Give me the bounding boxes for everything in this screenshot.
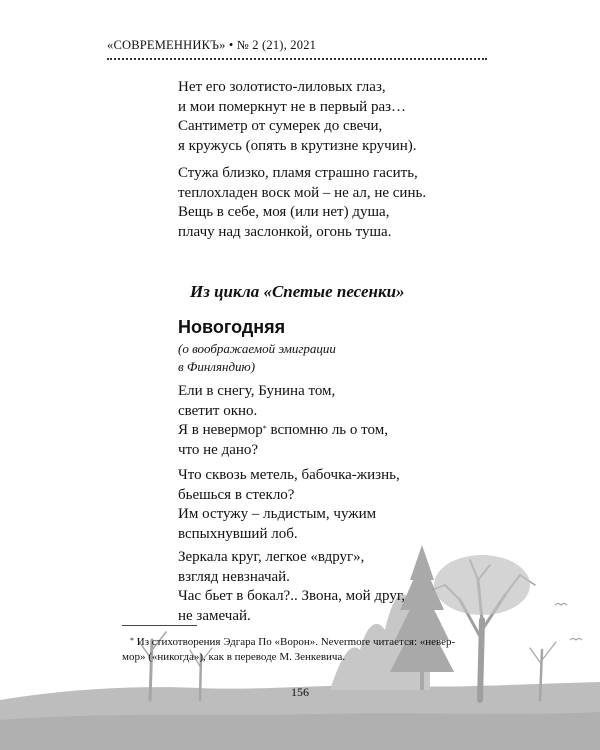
footnote-line bbox=[122, 635, 482, 650]
poem-line: вспыхнувший лоб. bbox=[178, 525, 298, 542]
subtitle-line: в Финляндию) bbox=[178, 359, 256, 374]
poem-subtitle bbox=[178, 340, 336, 376]
header-divider bbox=[107, 58, 487, 60]
footnote-text: Из стихотворения Эдгара По «Ворон». Nevermore читается: «невер- bbox=[134, 636, 456, 648]
subtitle-line: (о воображаемой эмиграции bbox=[178, 341, 336, 356]
running-header: «СОВРЕМЕННИКЪ» • № 2 (21), 2021 bbox=[107, 38, 317, 52]
cycle-title: Из цикла «Спетые песенки» bbox=[190, 282, 405, 301]
poem-line: Сантиметр от сумерек до свечи, bbox=[178, 118, 383, 134]
poem-line: Что сквозь метель, бабочка-жизнь, bbox=[178, 467, 400, 483]
poem-line bbox=[178, 421, 388, 441]
poem-line: плачу над заслонкой, огонь туша. bbox=[178, 223, 392, 240]
poem-line: бьешься в стекло? bbox=[178, 486, 295, 503]
poem1-stanza2 bbox=[178, 164, 426, 242]
footnote bbox=[122, 635, 482, 665]
poem2-stanza2 bbox=[178, 466, 400, 544]
footnote-line: мор» («никогда»), как в переводе М. Зенкевича. bbox=[122, 651, 346, 663]
poem-line: взгляд невзначай. bbox=[178, 568, 290, 585]
poem-line: теплохладен воск мой – не ал, не синь. bbox=[178, 184, 427, 201]
poem-line: я кружусь (опять в крутизне кручин). bbox=[178, 137, 417, 154]
poem2-stanza3 bbox=[178, 548, 405, 626]
line-text: вспомню ль о том, bbox=[266, 422, 388, 438]
poem-title: Новогодняя bbox=[178, 317, 286, 337]
line-text: Я в невермор bbox=[178, 422, 263, 438]
poem-line: не замечай. bbox=[178, 607, 251, 624]
poem-line: Нет его золотисто-лиловых глаз, bbox=[178, 79, 386, 95]
poem-line: Стужа близко, пламя страшно гасить, bbox=[178, 165, 418, 181]
poem-line: Ели в снегу, Бунина том, bbox=[178, 383, 336, 399]
poem-line: Им остужу – льдистым, чужим bbox=[178, 506, 377, 522]
poem-line: Час бьет в бокал?.. Звона, мой друг, bbox=[178, 588, 406, 604]
poem-line: светит окно. bbox=[178, 402, 258, 419]
poem1-stanza1 bbox=[178, 78, 417, 156]
footnote-reference[interactable]: * bbox=[262, 424, 267, 433]
poem-line: Вещь в себе, моя (или нет) душа, bbox=[178, 204, 390, 220]
poem-line: что не дано? bbox=[178, 441, 259, 458]
poem2-stanza1 bbox=[178, 382, 388, 460]
footnote-mark: * bbox=[130, 636, 134, 645]
poem-line: и мои померкнут не в первый раз… bbox=[178, 98, 407, 115]
footnote-divider bbox=[122, 625, 197, 626]
poem-line: Зеркала круг, легкое «вдруг», bbox=[178, 549, 365, 565]
page-number: 156 bbox=[291, 685, 309, 699]
